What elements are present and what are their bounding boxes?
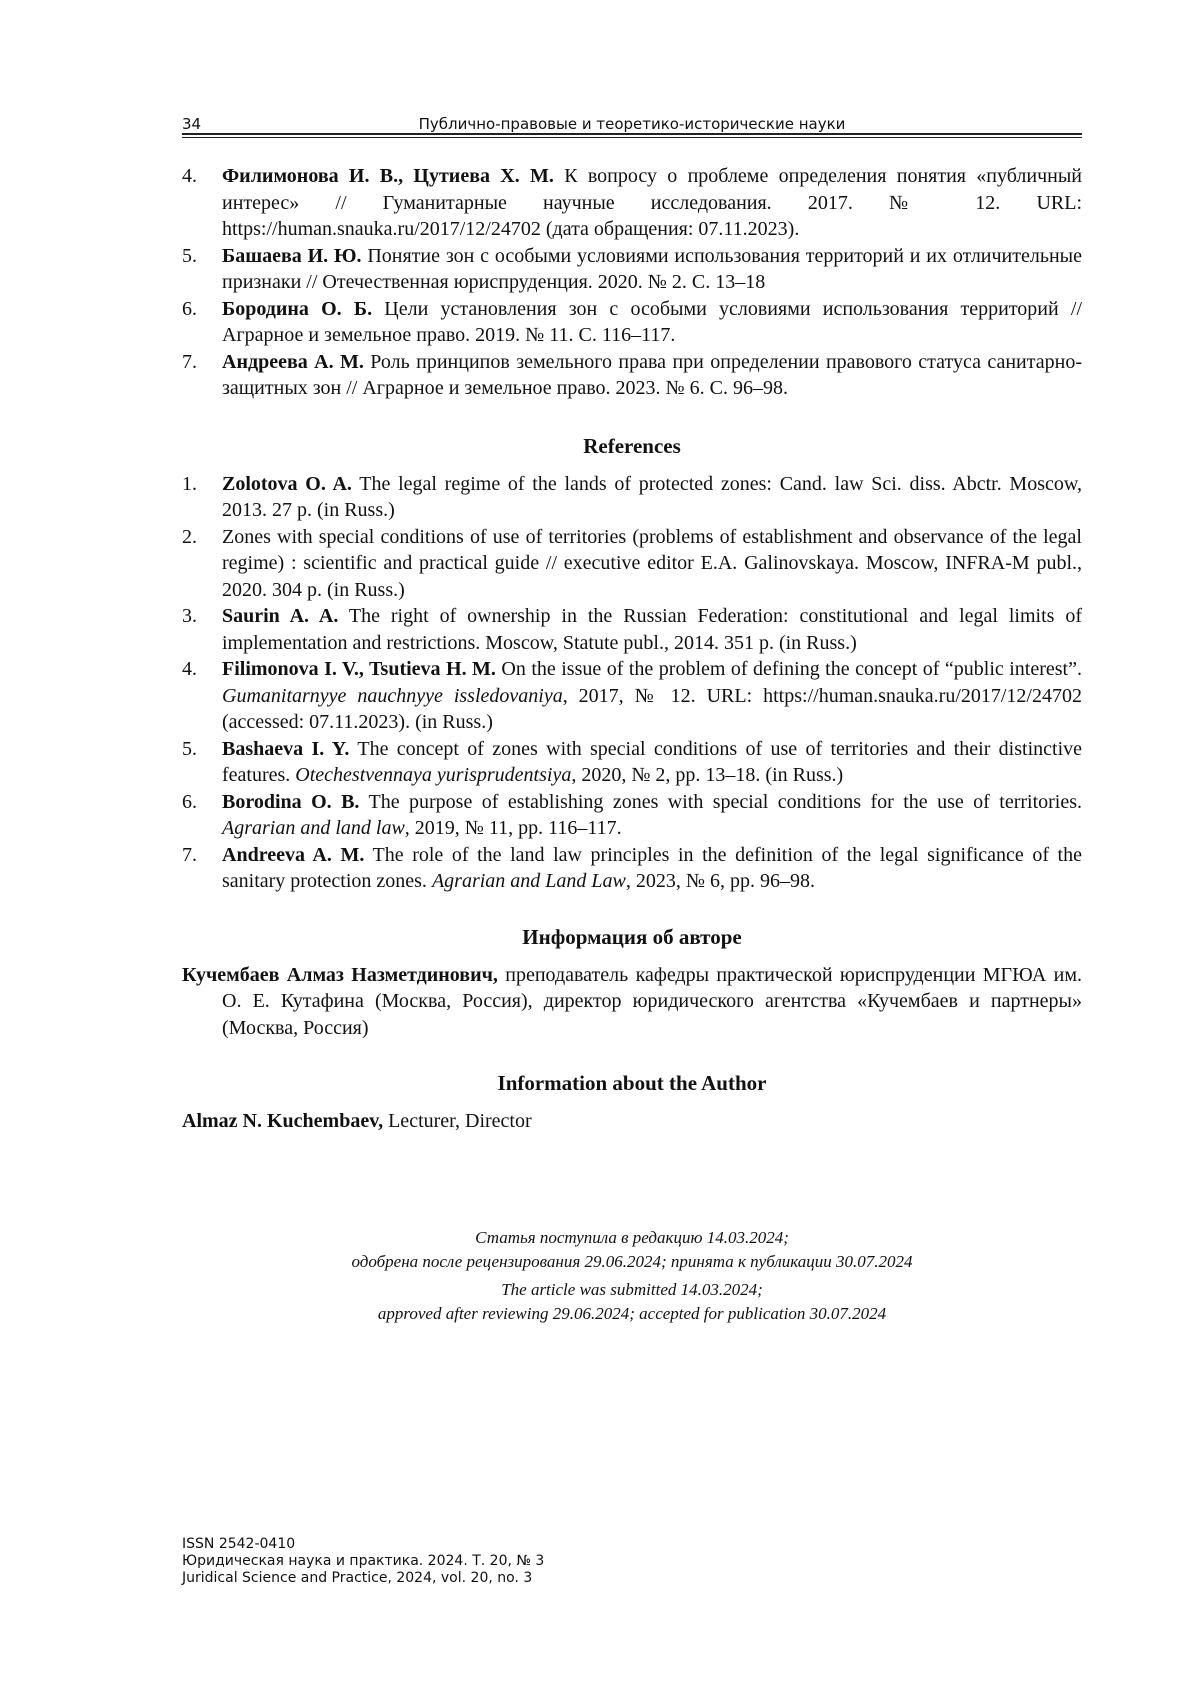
reference-number: 5. (182, 244, 197, 267)
reference-tail: , 2023, № 6, pp. 96–98. (625, 870, 815, 892)
author-info-en-heading: Information about the Author (497, 1071, 767, 1095)
reference-item (182, 163, 1082, 243)
reference-author: Filimonova I. V., Tsutieva H. M. (222, 658, 496, 680)
reference-item (182, 243, 1082, 296)
reference-number: 4. (182, 165, 197, 187)
reference-journal: Agrarian and land law (222, 817, 405, 839)
reference-item (182, 736, 1082, 789)
reference-text: Zones with special conditions of use of territories (problems of establishment and observance of the legal regime) : scientific and practical guide // executive editor E.A. Galinovskaya. Moscow, INFRA-M publ., 2020. 304 p. (in Russ.) (222, 525, 1082, 601)
reference-item (182, 524, 1082, 604)
reference-text: Роль принципов земельного права при определении правового статуса санитарно-защитных зон // Аграрное и земельное право. 2023. № 6. С. 96–98. (222, 350, 1082, 399)
reference-number: 1. (182, 472, 197, 495)
reference-author: Андреева А. М. (222, 350, 364, 373)
reference-author: Филимонова И. В., Цутиева Х. М. (222, 165, 554, 187)
author-info-ru (182, 962, 1082, 1042)
reference-text: On the issue of the problem of defining the concept of “public interest”. (495, 658, 1082, 680)
reference-number: 7. (182, 843, 197, 866)
reference-text: К вопросу о проблеме определения понятия «публичный интерес» // Гуманитарные научные исследования. 2017. № 12. URL: https://human.snauka.ru/2017/12/24702 (дата обращения: 07.11.2023). (222, 165, 1083, 240)
reference-journal: Otechestvennaya yurisprudentsiya (295, 764, 572, 786)
reference-number: 5. (182, 737, 197, 760)
author-info-ru-heading: Информация об авторе (522, 924, 742, 949)
reference-item (182, 789, 1082, 842)
reference-number: 2. (182, 525, 197, 548)
article-dates (182, 1226, 1082, 1326)
reference-author: Andreeva A. M. (222, 843, 365, 866)
reference-text: The role of the land law principles in the definition of the legal significance of the sanitary protection zones. (222, 843, 1082, 892)
reference-text: The concept of zones with special conditions of use of territories and their distinctive features. (222, 737, 1082, 786)
dates-en-line1: The article was submitted 14.03.2024; (501, 1280, 763, 1299)
reference-number: 4. (182, 658, 197, 680)
dates-en-line2: approved after reviewing 29.06.2024; accepted for publication 30.07.2024 (377, 1304, 887, 1323)
author-name-ru: Кучембаев Алмаз Назметдинович, (182, 963, 498, 986)
reference-item (182, 349, 1082, 402)
references-heading: References (583, 433, 681, 458)
reference-number: 7. (182, 350, 197, 373)
journal-footer (182, 1536, 782, 1587)
page-number: 34 (182, 115, 202, 133)
reference-journal: Gumanitarnyye nauchnyye issledovaniya (222, 684, 563, 707)
reference-text: Цели установления зон с особыми условиями использования территорий // Аграрное и земельное право. 2019. № 11. С. 116–117. (222, 297, 1082, 346)
reference-text: The right of ownership in the Russian Federation: constitutional and legal limits of implementation and restrictions. Moscow, Statute publ., 2014. 351 p. (in Russ.) (222, 605, 1083, 654)
reference-text: The purpose of establishing zones with special conditions for the use of territories. (359, 790, 1083, 813)
dates-ru-line1: Статья поступила в редакцию 14.03.2024; (475, 1228, 789, 1247)
reference-number: 3. (182, 605, 197, 627)
author-details-en: Lecturer, Director (383, 1110, 532, 1132)
reference-item (182, 842, 1082, 895)
dates-ru-line2: одобрена после рецензирования 29.06.2024; принята к публикации 30.07.2024 (351, 1252, 913, 1271)
author-name-en: Almaz N. Kuchembaev, (182, 1110, 384, 1132)
footer-journal-en: Juridical Science and Practice, 2024, vol. 20, no. 3 (182, 1570, 533, 1586)
reference-author: Borodina O. B. (222, 790, 360, 813)
english-reference-list (182, 471, 1082, 895)
reference-text: Понятие зон с особыми условиями использования территорий и их отличительные признаки // Отечественная юриспруденция. 2020. № 2. С. 13–18 (222, 244, 1082, 293)
reference-tail: , 2020, № 2, pp. 13–18. (in Russ.) (571, 764, 844, 786)
reference-tail: , 2019, № 11, pp. 116–117. (404, 817, 622, 839)
reference-item (182, 656, 1082, 736)
reference-author: Bashaeva I. Y. (222, 737, 350, 760)
reference-author: Башаева И. Ю. (222, 244, 362, 267)
reference-item (182, 296, 1082, 349)
reference-author: Бородина О. Б. (222, 297, 373, 320)
main-content (182, 163, 1082, 1135)
reference-author: Zolotova O. A. (222, 472, 352, 495)
reference-text: The legal regime of the lands of protected zones: Cand. law Sci. diss. Abctr. Moscow, 2013. 27 p. (in Russ.) (222, 472, 1083, 521)
reference-number: 6. (182, 297, 197, 320)
reference-number: 6. (182, 790, 197, 813)
reference-tail: , 2017, № 12. URL: https://human.snauka.ru/2017/12/24702 (accessed: 07.11.2023). (in Russ.) (222, 684, 1082, 733)
reference-journal: Agrarian and Land Law (431, 870, 626, 892)
russian-reference-list (182, 163, 1082, 402)
footer-issn: ISSN 2542-0410 (182, 1536, 296, 1552)
author-details-ru: преподаватель кафедры практической юриспруденции МГЮА им. О. Е. Кутафина (Москва, Россия), директор юридического агентства «Кучембаев и партнеры» (Москва, Россия) (222, 963, 1082, 1039)
reference-item (182, 603, 1082, 656)
author-info-en (182, 1108, 1082, 1135)
reference-item (182, 471, 1082, 524)
reference-author: Saurin A. A. (222, 605, 339, 627)
section-title: Публично-правовые и теоретико-исторические науки (418, 115, 846, 133)
footer-journal-ru: Юридическая наука и практика. 2024. Т. 20, № 3 (182, 1553, 545, 1569)
header-rule-thick (182, 133, 1082, 135)
header-rule-thin (182, 137, 1082, 138)
